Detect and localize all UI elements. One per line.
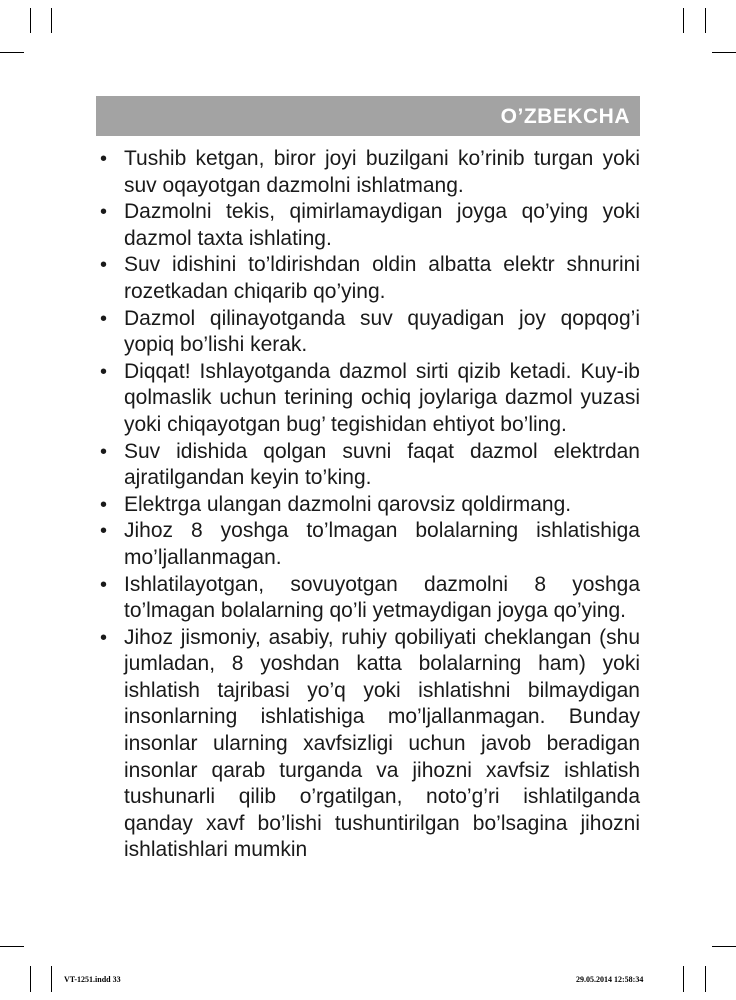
print-slug-timestamp: 29.05.2014 12:58:34 [576,975,644,984]
list-item-text: Dazmol qilinayotganda suv quyadigan joy qopqog’i yopiq bo’lishi kerak. [124,306,640,357]
list-item-text: Jihoz jismoniy, asabiy, ruhiy qobiliyati cheklangan (shu jumladan, 8 yoshdan katta bolalarning ham) yoki ishlatish tajribasi yo’q yoki ishlatishni bilmaydigan insonlarning ishlatishiga mo’ljallanmagan. Bunday insonlar ularning xavfsizligi uchun javob beradigan insonlar qarab turganda va jihozni xavfsiz ishlatish tushunarli qilib o’rgatilgan, noto’g’ri ishlatilganda qanday xavf bo’lishi tushuntirilgan bo’lsagina jihozni ishlatishlari mumkin [124,625,640,862]
bullet-icon: • [100,626,108,649]
bullet-icon: • [100,201,108,224]
list-item-text: Suv idishida qolgan suvni faqat dazmol elektrdan ajratilgandan keyin to’king. [124,439,640,490]
bullet-icon: • [100,573,108,596]
list-item [96,306,640,359]
crop-mark [0,52,24,53]
crop-mark [705,966,706,992]
crop-mark [30,966,31,992]
list-item [96,359,640,439]
crop-mark [683,8,684,33]
bullet-icon: • [100,360,108,383]
crop-mark [51,8,52,33]
section-title: O’ZBEKCHA [500,105,630,128]
list-item-text: Elektrga ulangan dazmolni qarovsiz qoldirmang. [124,492,572,516]
list-item-text: Dazmolni tekis, qimirlamaydigan joyga qo’ying yoki dazmol taxta ishlating. [124,200,640,250]
crop-mark [705,8,706,33]
list-item-text: Ishlatilayotgan, sovuyotgan dazmolni 8 yoshga to’lmagan bolalarning qo’li yetmaydigan joyga qo’ying. [124,572,640,623]
list-item-text: Jihoz 8 yoshga to’lmagan bolalarning ishlatishiga mo’ljallanmagan. [124,519,640,569]
crop-mark [712,52,736,53]
list-item [96,146,640,199]
bullet-icon: • [100,493,108,516]
list-item [96,199,640,252]
bullet-icon: • [100,520,108,543]
list-item [96,492,640,519]
crop-mark [51,966,52,992]
crop-mark [0,946,24,947]
crop-mark [683,966,684,992]
section-header [96,96,640,136]
list-item [96,625,640,864]
list-item [96,252,640,305]
list-item-text: Diqqat! Ishlayotganda dazmol sirti qizib ketadi. Kuy-ib qolmaslik uchun terining ochiq joylariga dazmol yuzasi yoki chiqayotgan bug’ tegishidan ehtiyot bo’ling. [124,359,640,436]
safety-bullet-list [96,146,640,864]
bullet-icon: • [100,440,108,463]
bullet-icon: • [100,307,108,330]
list-item [96,439,640,492]
list-item [96,572,640,625]
crop-mark [712,946,736,947]
list-item-text: Suv idishini to’ldirishdan oldin albatta elektr shnurini rozetkadan chiqarib qo’ying. [124,253,640,303]
list-item [96,518,640,571]
print-slug-file: VT-1251.indd 33 [64,975,121,984]
list-item-text: Tushib ketgan, biror joyi buzilgani ko’rinib turgan yoki suv oqayotgan dazmolni ishlatmang. [124,147,640,197]
bullet-icon: • [100,148,108,170]
crop-mark [30,8,31,33]
bullet-icon: • [100,254,108,277]
